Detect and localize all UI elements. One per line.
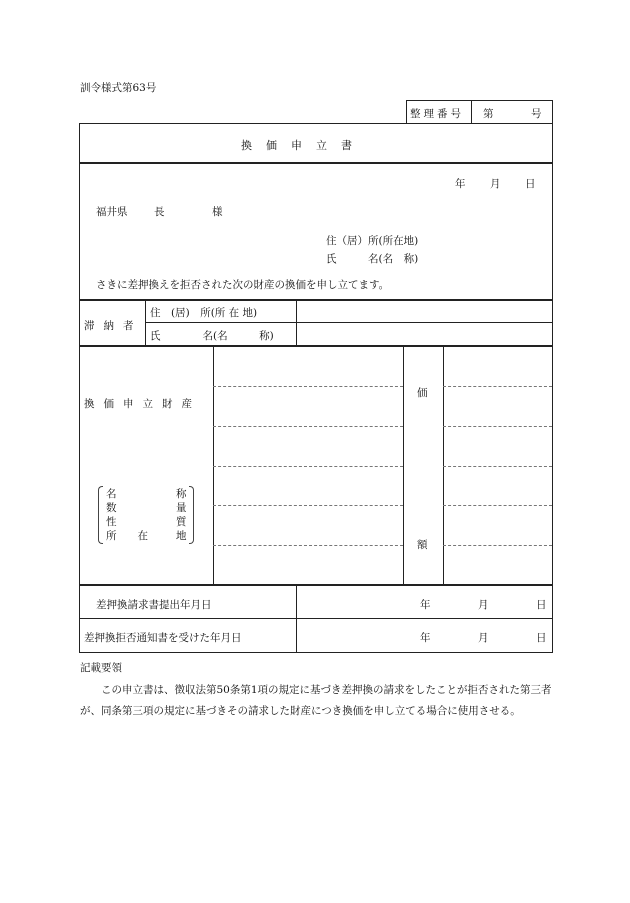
property-dashed-3 [213,466,403,467]
statement-divider [79,299,553,301]
property-field-quantity-right: 量 [176,502,187,514]
delinquent-divider [79,345,553,347]
property-field-location-left: 所 在 [106,530,148,542]
value-label-top: 価 [417,387,428,399]
delinquent-name-label: 氏 名(名 称) [150,330,274,342]
value-label-bottom: 額 [417,539,428,551]
field-list-right-bracket [189,486,194,544]
form-id: 訓令様式第63号 [80,82,157,94]
refusal-date-month: 月 [478,632,489,644]
property-col-3 [443,346,444,584]
frame-bottom [79,652,553,653]
property-label: 換価申立財産 [84,398,201,410]
property-field-location-right: 地 [176,530,187,542]
notes-heading: 記載要領 [80,662,122,674]
field-list-left-bracket [98,486,103,544]
request-date-year: 年 [420,599,431,611]
request-date-day: 日 [536,599,547,611]
property-dashed-1 [213,386,403,387]
value-dashed-4 [443,505,552,506]
property-col-1 [213,346,214,584]
property-field-name-left: 名 [106,488,117,500]
addressee-honorific: 様 [212,206,223,218]
delinquent-row-divider [145,322,552,323]
title-divider [79,162,553,164]
frame-right [552,123,553,652]
applicant-name-label: 氏 名(名 称) [326,253,419,265]
statement-text: さきに差押換えを拒否された次の財産の換価を申し立てます。 [96,279,390,291]
date-day: 日 [525,178,536,190]
frame-left [79,123,80,652]
ref-box-right [552,100,553,123]
ref-box-mid [471,100,472,123]
ref-box-top [406,100,552,101]
date-year: 年 [455,178,466,190]
property-col-2 [403,346,404,584]
document-title: 換価申立書 [241,139,366,152]
notes-body: この申立書は、徴収法第50条第1項の規定に基づき差押換の請求をしたことが拒否された第三者が、同条第三項の規定に基づきその請求した財産につき換価を申し立てる場合に使用させる。 [80,684,552,717]
frame-top [79,123,552,124]
request-date-month: 月 [478,599,489,611]
date-rows-divider [79,618,553,619]
addressee-head: 長 [154,206,165,218]
ref-number-label: 整理番号 [410,108,464,120]
ref-number-suffix: 号 [531,108,542,120]
property-field-nature-right: 質 [176,516,187,528]
value-dashed-5 [443,545,552,546]
property-dashed-5 [213,545,403,546]
delinquent-label: 滞納者 [84,320,143,332]
refusal-date-day: 日 [536,632,547,644]
property-dashed-2 [213,426,403,427]
refusal-date-year: 年 [420,632,431,644]
property-dashed-4 [213,505,403,506]
value-dashed-1 [443,386,552,387]
date-month: 月 [490,178,501,190]
value-dashed-2 [443,426,552,427]
delinquent-address-label: 住 (居) 所(所 在 地) [150,307,258,319]
refusal-date-label: 差押換拒否通知書を受けた年月日 [84,632,242,644]
applicant-address-label: 住（居）所(所在地) [326,235,419,247]
ref-box-left [406,100,407,123]
property-field-name-right: 称 [176,488,187,500]
property-divider [79,584,553,586]
request-date-label: 差押換請求書提出年月日 [96,599,212,611]
property-field-nature-left: 性 [106,516,117,528]
property-field-quantity-left: 数 [106,502,117,514]
ref-number-prefix: 第 [483,108,494,120]
value-dashed-3 [443,466,552,467]
addressee-prefecture: 福井県 [96,206,128,218]
